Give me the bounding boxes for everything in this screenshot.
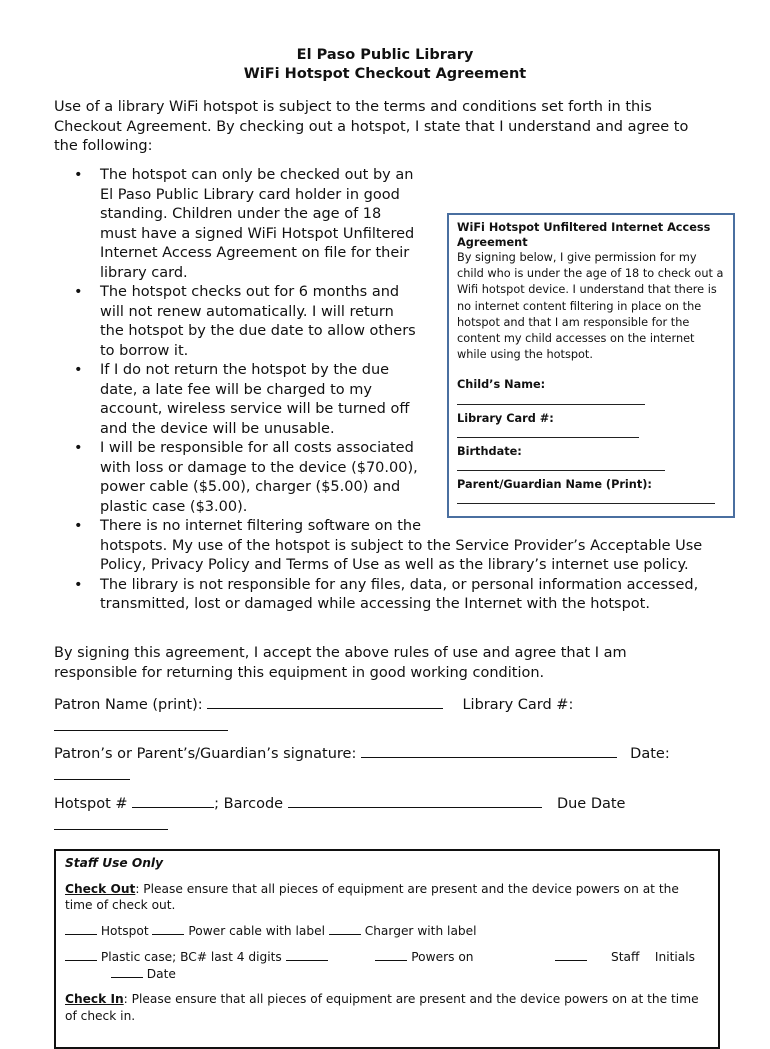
unfiltered-access-agreement-box: [447, 213, 735, 518]
staff-initials-blank[interactable]: [555, 950, 587, 961]
child-name-label: Child’s Name:: [457, 378, 546, 392]
date-item-label: Date: [146, 966, 176, 981]
patron-name-label: Patron Name (print):: [54, 697, 203, 713]
title-library-name: El Paso Public Library: [296, 47, 474, 63]
charger-item-label: Charger with label: [364, 923, 477, 938]
bc-digits-blank[interactable]: [286, 950, 328, 961]
check-out-instructions: Check Out: Please ensure that all pieces of equipment are present and the device powers on at the time of check out.: [65, 881, 679, 912]
term-item: • If I do not return the hotspot by the due date, a late fee will be charged to my account, wireless service will be turned off and the device will be unusable.: [54, 361, 714, 439]
parent-name-label: Parent/Guardian Name (Print):: [457, 478, 652, 492]
staff-use-box: [54, 849, 720, 1049]
check-in-instructions: Check In: Please ensure that all pieces of equipment are present and the device powers on at the time of check in.: [65, 992, 699, 1023]
parent-name-field[interactable]: [457, 493, 715, 504]
birthdate-label: Birthdate:: [457, 444, 522, 458]
signature-row: [54, 743, 714, 786]
child-name-field[interactable]: [457, 394, 645, 405]
patron-name-field[interactable]: [207, 694, 443, 709]
plastic-case-item-label: Plastic case; BC# last 4 digits: [100, 950, 282, 964]
date-label: Date:: [630, 746, 670, 762]
term-item: • The library is not responsible for any files, data, or personal information accessed, transmitted, lost or damaged while accessing the Internet with the hotspot.: [54, 576, 714, 615]
date-field[interactable]: [54, 765, 130, 780]
staff-initials-label: Staff Initials: [611, 950, 695, 964]
staff-header: Staff Use Only: [65, 856, 164, 870]
power-cable-item-label: Power cable with label: [188, 923, 325, 938]
barcode-label: ; Barcode: [214, 796, 284, 812]
hotspot-item-label: Hotspot: [100, 923, 149, 938]
check-out-items-row1: [65, 923, 709, 940]
sidebox-library-card-label: Library Card #:: [457, 411, 554, 425]
powers-on-item-label: Powers on: [411, 950, 474, 964]
plastic-case-check-blank[interactable]: [65, 950, 97, 961]
powers-on-check-blank[interactable]: [375, 950, 407, 961]
document-title: [0, 46, 770, 84]
signature-label: Patron’s or Parent’s/Guardian’s signature:: [54, 746, 357, 762]
sidebox-library-card-field[interactable]: [457, 427, 639, 438]
term-item: • I will be responsible for all costs associated with loss or damage to the device ($70.00), power cable ($5.00), charger ($5.00) and plastic case ($3.00).: [54, 439, 714, 517]
barcode-field[interactable]: [288, 793, 542, 808]
term-item: • The hotspot checks out for 6 months and will not renew automatically. I will return the hotspot by the due date to allow others to borrow it.: [54, 283, 714, 361]
due-date-field[interactable]: [54, 815, 168, 830]
check-out-items-row2: [65, 949, 709, 982]
patron-name-row: [54, 694, 714, 737]
due-date-label: Due Date: [556, 796, 626, 812]
hotspot-row: [54, 793, 714, 836]
birthdate-field[interactable]: [457, 460, 665, 471]
charger-check-blank[interactable]: [329, 924, 361, 935]
intro-paragraph: Use of a library WiFi hotspot is subject to the terms and conditions set forth in this Checkout Agreement. By checking out a hotspot, I state that I understand and agree to the following:: [54, 99, 689, 154]
title-agreement-name: WiFi Hotspot Checkout Agreement: [243, 66, 527, 82]
hotspot-number-field[interactable]: [132, 793, 214, 808]
sidebox-body: By signing below, I give permission for my child who is under the age of 18 to check out a Wifi hotspot device. I understand that there is no internet content filtering in place on the hotspot and that I am responsible for the content my child accesses on the internet while using the hotspot.: [457, 251, 724, 362]
check-out-label: Check Out: [65, 881, 136, 896]
closing-paragraph: By signing this agreement, I accept the above rules of use and agree that I am responsible for returning this equipment in good working condition.: [54, 645, 627, 681]
date-check-blank[interactable]: [111, 967, 143, 978]
sidebox-title: WiFi Hotspot Unfiltered Internet Access Agreement: [457, 221, 711, 249]
library-card-field[interactable]: [54, 716, 228, 731]
signature-field[interactable]: [361, 743, 617, 758]
hotspot-number-label: Hotspot #: [54, 796, 128, 812]
term-item: • There is no internet filtering software on the hotspots. My use of the hotspot is subject to the Service Provider’s Acceptable Use Policy, Privacy Policy and Terms of Use as well as the library’s internet use policy.: [54, 517, 714, 576]
hotspot-check-blank[interactable]: [65, 924, 97, 935]
check-in-label: Check In: [65, 992, 124, 1006]
library-card-label: Library Card #:: [462, 697, 574, 713]
power-cable-check-blank[interactable]: [152, 924, 184, 935]
term-item: • The hotspot can only be checked out by an El Paso Public Library card holder in good standing. Children under the age of 18 must have a signed WiFi Hotspot Unfiltered Internet Access Agreement on file for their library card.: [54, 166, 714, 283]
